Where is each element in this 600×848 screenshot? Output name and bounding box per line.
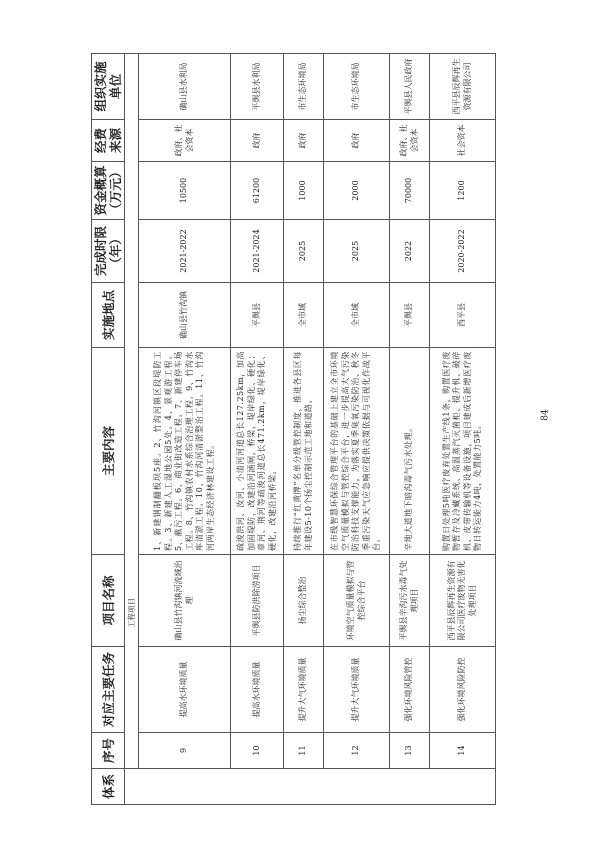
table-row [324,54,390,805]
header-row [92,54,125,805]
header-location: 实施地点 [92,283,125,348]
header-budget: 资金概算（万元） [92,162,125,220]
row-task: 提高水环境质量 [231,647,284,733]
row-content: 疏浚洪河、汝河、小清河河道总长127.25km，加高加固堤防，改建沿河涵闸，桥梁，堤岸绿化、硬化；章河、荆河等疏浚河道总长471.2km，堤岸绿化、硬化，改建沿河桥梁。 [231,348,284,555]
row-no: 13 [390,733,430,769]
row-org: 市生态环境局 [284,54,324,120]
row-name: 环境空气质量模拟与管控综合平台 [324,555,390,647]
row-name: 平舆县辛沟污水毒气处理项目 [390,555,430,647]
row-funding: 政府 [324,120,390,162]
row-deadline: 2025 [284,220,324,283]
row-location: 确山县竹沟镇 [139,283,231,348]
row-budget: 1200 [430,162,496,220]
row-deadline: 2022 [390,220,430,283]
row-no: 9 [139,733,231,769]
row-org: 市生态环境局 [324,54,390,120]
row-name: 扬尘综合整治 [284,555,324,647]
row-content: 在市级智慧环保综合管理平台的基础上建立全市环境空气质量模拟与管控综合平台，进一步提高大气污染防治科技支撑能力，为落实夏季臭氧污染防治、秋冬季重污染天气应急响应提供决策依据与可视化作战平台。 [324,348,390,555]
row-content: 持续推行“红黄牌”名单分级管控制度，推进各县区每年建设5-10个扬尘控制示范工地和道路。 [284,348,324,555]
table-row [231,54,284,805]
row-content: 购置日处理5吨医疗废弃处置生产线1条，购置医疗废物暂存及冷藏系统、高温蒸汽灭菌柜、提升机、破碎机、皮带传输机等设备设施，项目建成后新增医疗废物日转运能力4吨，处置能力5吨。 [430,348,496,555]
row-budget: 10500 [139,162,231,220]
row-task: 强化环境风险管控 [390,647,430,733]
header-name: 项目名称 [92,555,125,647]
row-content: 1、新建钢制翻板坝5座。2、竹沟河镇区段堤防工程。3、新建人工湿地公园5处。4、景观游工程。5、截污工程。6、商业街改造工程。7、新建停车场工程。8、竹沟镇农村水系综合治理工程。9、竹沟水库清淤工程。10、竹沟河清淤整治工程。11、竹沟河两岸生态经济林建设工程。 [139,348,231,555]
row-deadline: 2021-2022 [139,220,231,283]
row-name: 确山县竹沟镇河流域治理 [139,555,231,647]
row-budget: 2000 [324,162,390,220]
project-table [91,53,496,805]
row-deadline: 2021-2024 [231,220,284,283]
row-funding: 政府 [284,120,324,162]
row-task: 强化环境风险防控 [430,647,496,733]
table-row [139,54,231,805]
row-name: 西平县辰辉再生资源有限公司医疗废物无害化处理项目 [430,555,496,647]
row-budget: 1000 [284,162,324,220]
row-no: 11 [284,733,324,769]
system-cell [125,769,496,805]
page-number: 84 [540,409,551,421]
row-content: 辛地大道地下暗沟毒气污水处理。 [390,348,430,555]
row-funding: 政府、社会资本 [139,120,231,162]
header-system: 体系 [92,769,125,805]
header-deadline: 完成时限（年） [92,220,125,283]
row-name: 平舆县防洪除涝项目 [231,555,284,647]
row-task: 提高水环境质量 [139,647,231,733]
category-row [125,54,139,805]
row-budget: 61200 [231,162,284,220]
row-deadline: 2020-2022 [430,220,496,283]
row-location: 平舆县 [390,283,430,348]
row-location: 全市域 [284,283,324,348]
header-org: 组织实施单位 [92,54,125,120]
category-label: 工程项目 [125,54,139,769]
table-row [284,54,324,805]
row-funding: 政府、社会资本 [390,120,430,162]
row-location: 全市域 [324,283,390,348]
row-org: 西平县辰辉再生资源有限公司 [430,54,496,120]
rotated-table-wrapper [91,54,493,805]
row-task: 提升大气环境质量 [284,647,324,733]
header-content: 主要内容 [92,348,125,555]
row-budget: 70000 [390,162,430,220]
row-task: 提升大气环境质量 [324,647,390,733]
table-row [390,54,430,805]
row-location: 西平县 [430,283,496,348]
row-no: 10 [231,733,284,769]
table-row [430,54,496,805]
row-location: 平舆县 [231,283,284,348]
row-funding: 政府 [231,120,284,162]
row-funding: 社会资本 [430,120,496,162]
header-task: 对应主要任务 [92,647,125,733]
row-no: 14 [430,733,496,769]
row-no: 12 [324,733,390,769]
row-org: 平舆县水利局 [231,54,284,120]
header-funding: 经费来源 [92,120,125,162]
row-deadline: 2025 [324,220,390,283]
row-org: 平舆县人民政府 [390,54,430,120]
row-org: 确山县水利局 [139,54,231,120]
header-no: 序号 [92,733,125,769]
